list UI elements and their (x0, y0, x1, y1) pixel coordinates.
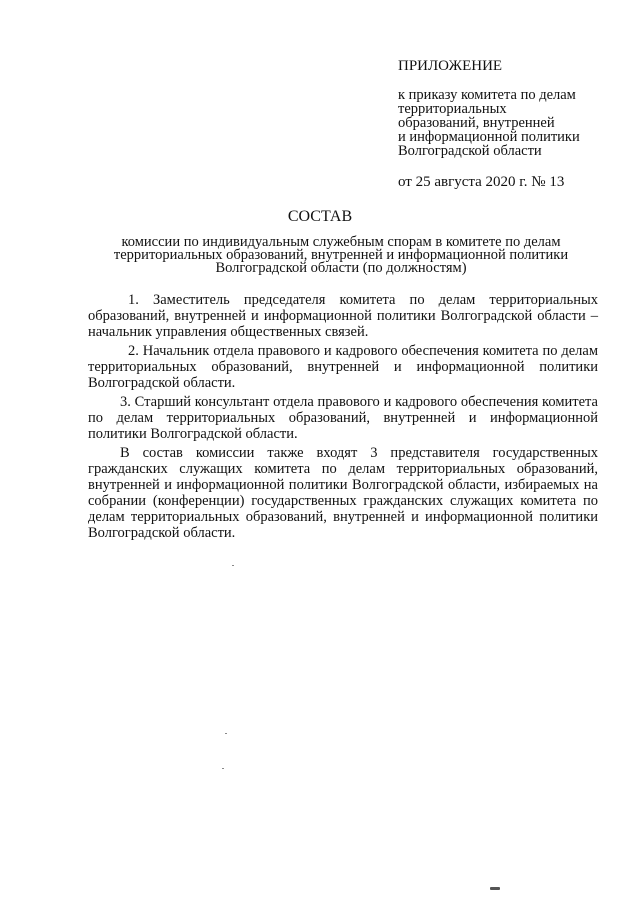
document-body (88, 292, 598, 544)
subtitle-line: Волгоградской области (по должностям) (215, 260, 467, 276)
scan-mark (490, 887, 500, 890)
scan-speck (222, 768, 224, 769)
member-item-3: 3. Старший консультант отдела правового и кадрового обеспечения комитета по делам территориальных образований, внутренней и информационной политики Волгоградской области. (88, 394, 598, 442)
scan-speck (225, 733, 227, 734)
subtitle-line: территориальных образований, внутренней и информационной политики (113, 247, 569, 263)
appendix-line: и информационной политики (398, 129, 580, 145)
appendix-line: образований, внутренней (398, 115, 555, 131)
composition-note: В состав комиссии также входят 3 представителя государственных гражданских служащих комитета по делам территориальных образований, внутренней и информационной политики Волгоградской области, избираемых на собрании (конференции) государственных гражданских служащих комитета по делам территориальных образований, внутренней и информационной политики Волгоградской области. (88, 445, 598, 541)
subtitle-line: комиссии по индивидуальным служебным спорам в комитете по делам (121, 234, 561, 250)
appendix-heading: ПРИЛОЖЕНИЕ (398, 58, 503, 74)
appendix-date: от 25 августа 2020 г. № 13 (398, 174, 565, 190)
appendix-block (398, 58, 618, 205)
appendix-line: территориальных (398, 101, 507, 117)
appendix-line: к приказу комитета по делам (398, 87, 576, 103)
document-title: СОСТАВ (287, 208, 353, 225)
scan-speck (232, 565, 234, 566)
appendix-line: Волгоградской области (398, 143, 542, 159)
document-subtitle (96, 236, 586, 275)
member-item-2: 2. Начальник отдела правового и кадрового обеспечения комитета по делам территориальных образований, внутренней и информационной политики Волгоградской области. (88, 343, 598, 391)
member-item-1: 1. Заместитель председателя комитета по делам территориальных образований, внутренней и информационной политики Волгоградской области – начальник управления общественных связей. (88, 292, 598, 340)
